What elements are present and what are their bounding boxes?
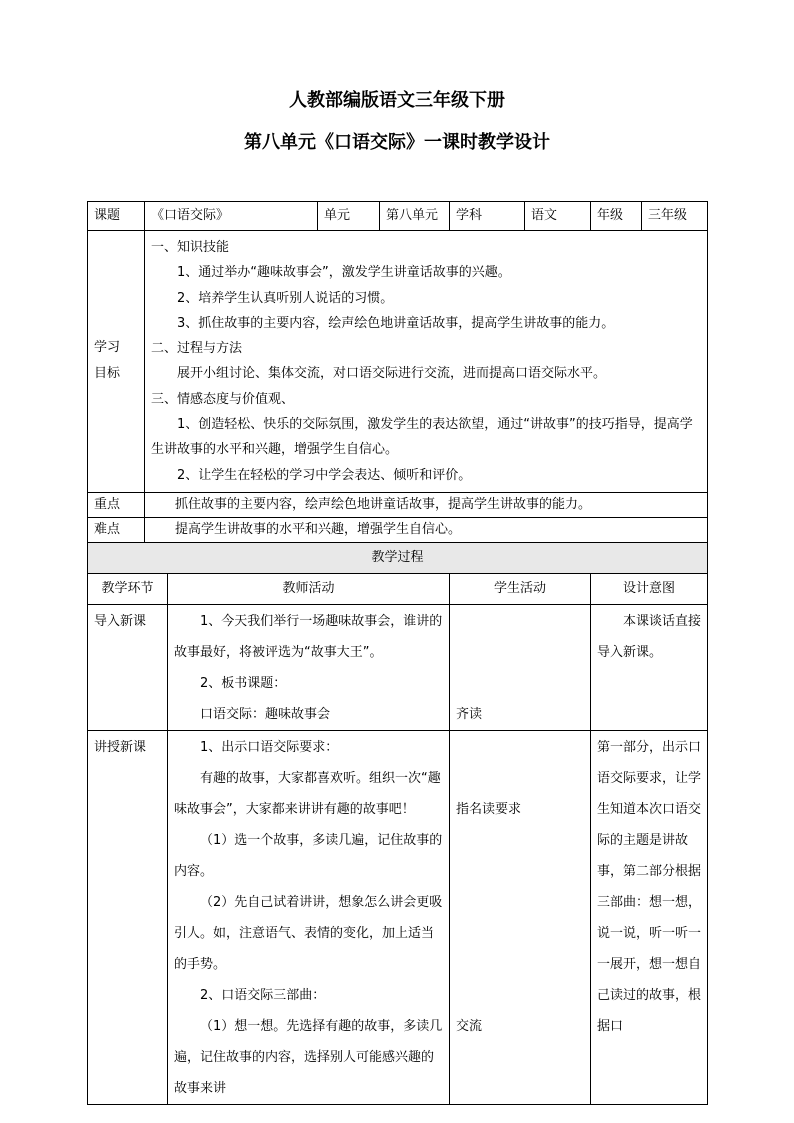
unit-value: 第八单元	[380, 202, 450, 231]
topic-label: 课题	[88, 202, 145, 231]
key-point-label: 重点	[88, 492, 145, 517]
teach-teacher-line: （1）想一想。先选择有趣的故事，多读几遍，记住故事的内容，选择别人可能感兴趣的故事来讲	[174, 1018, 443, 1096]
teach-teacher-line: 1、出示口语交际要求：	[200, 739, 339, 755]
document-title: 人教部编版语文三年级下册	[289, 90, 505, 111]
goal-item: 1、通过举办“趣味故事会”，激发学生讲童话故事的兴趣。	[177, 265, 511, 281]
intro-intent-text: 本课谈话直接导入新课。	[597, 613, 702, 660]
goals-label-line: 目标	[94, 366, 121, 382]
intro-teacher-line: 2、板书课题：	[200, 675, 287, 691]
info-row	[88, 202, 708, 231]
lesson-plan-table	[87, 201, 708, 1105]
difficulty-label: 难点	[88, 517, 145, 542]
teach-teacher-line: 有趣的故事，大家都喜欢听。组织一次“趣味故事会”，大家都来讲讲有趣的故事吧！	[174, 770, 441, 817]
teach-intent	[591, 730, 708, 1104]
col-student: 学生活动	[450, 573, 591, 604]
grade-value: 三年级	[642, 202, 708, 231]
teach-teacher	[168, 730, 450, 1104]
unit-label: 单元	[318, 202, 380, 231]
teach-intent-text: 第一部分，出示口语交际要求，让学生知道本次口语交际的主题是讲故事，第二部分根据三部曲：想一想，说一说，听一听一一展开，想一想自己读过的故事，根据口	[597, 739, 702, 1034]
intro-intent	[591, 604, 708, 730]
document-subtitle: 第八单元《口语交际》一课时教学设计	[244, 132, 550, 153]
teach-student-text: 指名读要求	[456, 801, 522, 817]
process-band	[88, 542, 708, 573]
teach-row	[88, 730, 708, 1104]
teach-teacher-line: （2）先自己试着讲讲，想象怎么讲会更吸引人。如，注意语气、表情的变化，加上适当的手势。	[174, 894, 443, 972]
key-point-row	[88, 492, 708, 517]
teach-teacher-line: （1）选一个故事，多读几遍，记住故事的内容。	[174, 832, 443, 879]
teach-stage	[88, 730, 168, 1104]
intro-teacher	[168, 604, 450, 730]
goals-label-line: 学习	[94, 340, 121, 356]
intro-stage	[88, 604, 168, 730]
intro-student	[450, 604, 591, 730]
goal-item: 1、创造轻松、快乐的交际氛围，激发学生的表达欲望，通过“讲故事”的技巧指导，提高学生讲故事的水平和兴趣，增强学生自信心。	[151, 417, 693, 458]
difficulty-row	[88, 517, 708, 542]
goals-content	[145, 231, 708, 493]
teach-teacher-line: 2、口语交际三部曲：	[200, 987, 326, 1003]
goal-item: 展开小组讨论、集体交流，对口语交际进行交流，进而提高口语交际水平。	[177, 366, 607, 382]
key-point-text: 抓住故事的主要内容，绘声绘色地讲童话故事，提高学生讲故事的能力。	[145, 492, 708, 517]
col-stage: 教学环节	[88, 573, 168, 604]
process-header-row	[88, 573, 708, 604]
teach-student	[450, 730, 591, 1104]
goal-item: 2、培养学生认真听别人说话的习惯。	[177, 290, 394, 306]
goals-label	[88, 231, 145, 493]
col-teacher: 教师活动	[168, 573, 450, 604]
goals-row	[88, 231, 708, 493]
goal-heading: 三、情感态度与价值观、	[151, 391, 295, 407]
intro-stage-text: 导入新课	[94, 613, 147, 629]
intro-student-text: 齐读	[456, 706, 483, 722]
subject-value: 语文	[525, 202, 591, 231]
intro-teacher-line: 口语交际：趣味故事会	[200, 706, 331, 722]
goal-item: 2、让学生在轻松的学习中学会表达、倾听和评价。	[177, 467, 472, 483]
goal-heading: 一、知识技能	[151, 240, 230, 255]
col-intent: 设计意图	[591, 573, 708, 604]
teach-student-text: 交流	[456, 1018, 483, 1034]
topic-value: 《口语交际》	[145, 202, 318, 231]
goal-heading: 二、过程与方法	[151, 341, 243, 357]
intro-teacher-line: 1、今天我们举行一场趣味故事会，谁讲的故事最好，将被评选为“故事大王”。	[174, 613, 443, 660]
teach-stage-text: 讲授新课	[94, 739, 147, 755]
intro-row	[88, 604, 708, 730]
subject-label: 学科	[450, 202, 525, 231]
goal-item: 3、抓住故事的主要内容，绘声绘色地讲童话故事，提高学生讲故事的能力。	[177, 315, 615, 331]
difficulty-text: 提高学生讲故事的水平和兴趣，增强学生自信心。	[145, 517, 708, 542]
process-title: 教学过程	[88, 542, 708, 573]
grade-label: 年级	[591, 202, 642, 231]
